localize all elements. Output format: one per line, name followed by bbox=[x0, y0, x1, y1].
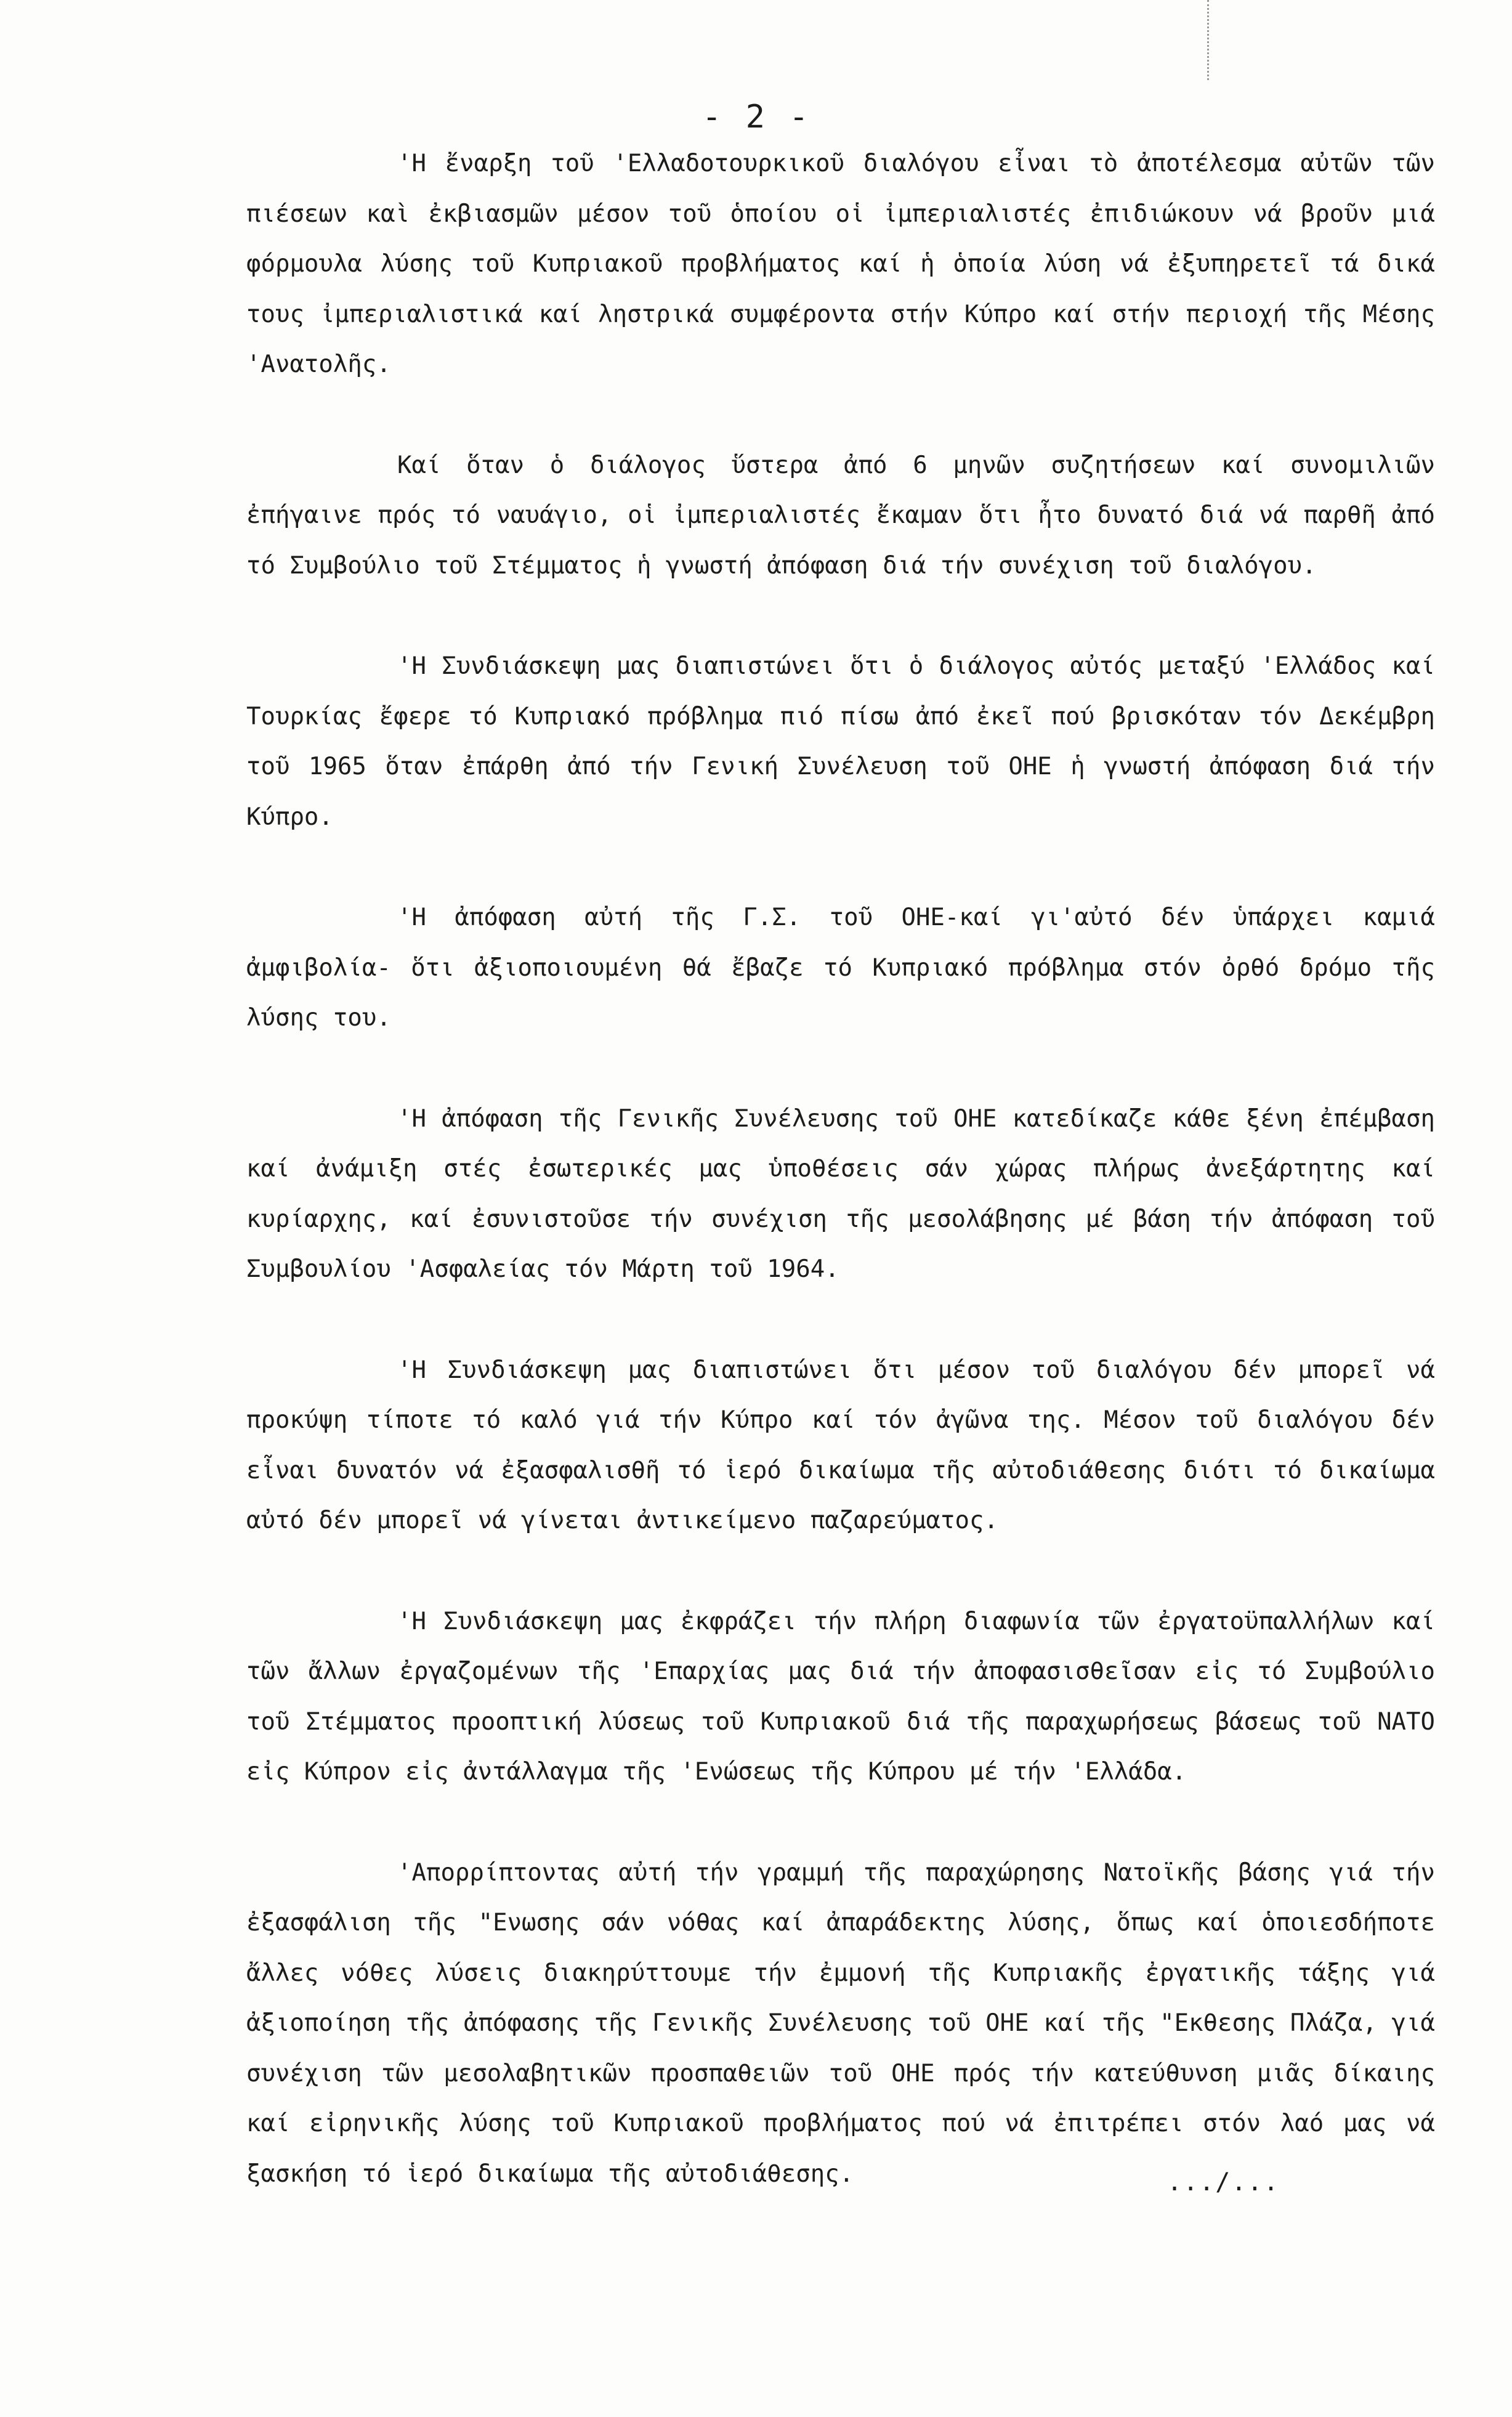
continuation-mark: .../... bbox=[1167, 2168, 1280, 2196]
paragraph-5: 'Η ἀπόφαση τῆς Γενικῆς Συνέλευσης τοῦ ΟΗΕ κατεδίκαζε κάθε ξένη ἐπέμβαση καί ἀνάμιξη στές ἐσωτερικές μας ὑποθέσεις σάν χώρας πλήρως ἀνεξάρτητης καί κυρίαρχης, καί ἐσυνιστοῦσε τήν συνέχιση τῆς μεσολάβησης μέ βάση τήν ἀπόφαση τοῦ Συμβουλίου 'Ασφαλείας τόν Μάρτη τοῦ 1964. bbox=[246, 1104, 1435, 1283]
paragraph-4: 'Η ἀπόφαση αὐτή τῆς Γ.Σ. τοῦ ΟΗΕ-καί γι'αὐτό δέν ὑπάρχει καμιά ἀμφιβολία- ὅτι ἀξιοποιουμένη θά ἔβαζε τό Κυπριακό πρόβλημα στόν ὀρθό δρόμο τῆς λύσης του. bbox=[246, 904, 1435, 1032]
paragraph-8: 'Απορρίπτοντας αὐτή τήν γραμμή τῆς παραχώρησης Νατοϊκῆς βάσης γιά τήν ἐξασφάλιση τῆς "Ενωσης σάν νόθας καί ἀπαράδεκτης λύσης, ὅπως καί ὁποιεσδήποτε ἄλλες νόθες λύσεις διακηρύττουμε τήν ἐμμονή τῆς Κυπριακῆς ἐργατικῆς τάξης γιά ἀξιοποίηση τῆς ἀπόφασης τῆς Γενικῆς Συνέλευσης τοῦ ΟΗΕ καί τῆς "Εκθεσης Πλάζα, γιά συνέχιση τῶν μεσολαβητικῶν προσπαθειῶν τοῦ ΟΗΕ πρός τήν κατεύθυνση μιᾶς δίκαιης καί εἰρηνικῆς λύσης τοῦ Κυπριακοῦ προβλήματος πού νά ἐπιτρέπει στόν λαό μας νά ξασκήση τό ἱερό δικαίωμα τῆς αὐτοδιάθεσης. bbox=[246, 1858, 1435, 2188]
binding-hole-marks bbox=[1207, 0, 1221, 80]
page-number: - 2 - bbox=[702, 99, 811, 136]
paragraph-7: 'Η Συνδιάσκεψη μας ἐκφράζει τήν πλήρη διαφωνία τῶν ἐργατοϋπαλλήλων καί τῶν ἄλλων ἐργαζομένων τῆς 'Επαρχίας μας διά τήν ἀποφασισθεῖσαν εἰς τό Συμβούλιο τοῦ Στέμματος προοπτική λύσεως τοῦ Κυπριακοῦ διά τῆς παραχωρήσεως βάσεως τοῦ ΝΑΤΟ εἰς Κύπρον εἰς ἀντάλλαγμα τῆς 'Ενώσεως τῆς Κύπρου μέ τήν 'Ελλάδα. bbox=[246, 1607, 1435, 1786]
paragraph-2: Καί ὅταν ὁ διάλογος ὕστερα ἀπό 6 μηνῶν συζητήσεων καί συνομιλιῶν ἐπήγαινε πρός τό ναυάγιο, οἱ ἰμπεριαλιστές ἔκαμαν ὅτι ἦτο δυνατό διά νά παρθῆ ἀπό τό Συμβούλιο τοῦ Στέμματος ἡ γνωστή ἀπόφαση διά τήν συνέχιση τοῦ διαλόγου. bbox=[246, 451, 1435, 580]
paragraph-1: 'Η ἔναρξη τοῦ 'Ελλαδοτουρκικοῦ διαλόγου εἶναι τὸ ἀποτέλεσμα αὐτῶν τῶν πιέσεων καὶ ἐκβιασμῶν μέσον τοῦ ὁποίου οἱ ἰμπεριαλιστές ἐπιδιώκουν νά βροῦν μιά φόρμουλα λύσης τοῦ Κυπριακοῦ προβλήματος καί ἡ ὁποία λύση νά ἐξυπηρετεῖ τά δικά τους ἰμπεριαλιστικά καί ληστρικά συμφέροντα στήν Κύπρο καί στήν περιοχή τῆς Μέσης 'Ανατολῆς. bbox=[246, 150, 1435, 378]
paragraph-3: 'Η Συνδιάσκεψη μας διαπιστώνει ὅτι ὁ διάλογος αὐτός μεταξύ 'Ελλάδος καί Τουρκίας ἔφερε τό Κυπριακό πρόβλημα πιό πίσω ἀπό ἐκεῖ πού βρισκόταν τόν Δεκέμβρη τοῦ 1965 ὅταν ἐπάρθη ἀπό τήν Γενική Συνέλευση τοῦ ΟΗΕ ἡ γνωστή ἀπόφαση διά τήν Κύπρο. bbox=[246, 652, 1435, 831]
paragraph-6: 'Η Συνδιάσκεψη μας διαπιστώνει ὅτι μέσον τοῦ διαλόγου δέν μπορεῖ νά προκύψη τίποτε τό καλό γιά τήν Κύπρο καί τόν ἀγῶνα της. Μέσον τοῦ διαλόγου δέν εἶναι δυνατόν νά ἐξασφαλισθῆ τό ἱερό δικαίωμα τῆς αὐτοδιάθεσης διότι τό δικαίωμα αὐτό δέν μπορεῖ νά γίνεται ἀντικείμενο παζαρεύματος. bbox=[246, 1356, 1435, 1534]
document-body bbox=[246, 139, 1435, 2199]
